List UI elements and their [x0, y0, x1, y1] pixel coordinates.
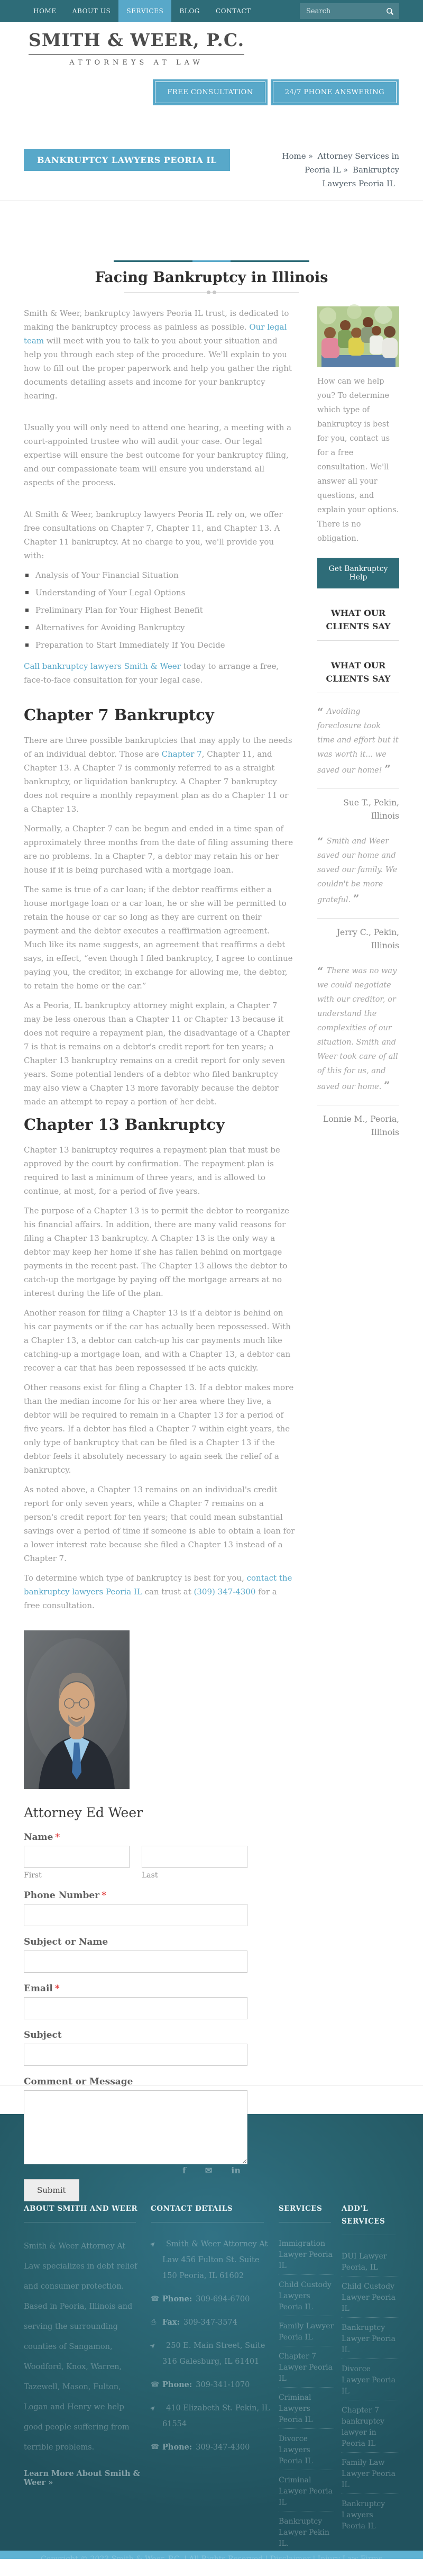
article-body: [24, 306, 295, 2201]
article-heading: Facing Bankruptcy in Illinois: [95, 269, 328, 286]
close-quote-icon: ”: [384, 763, 391, 775]
phone-answering-button[interactable]: 24/7 PHONE ANSWERING: [273, 81, 397, 103]
comment-field-group: [24, 2076, 295, 2166]
text-segment: As noted above, a Chapter 13 remains on an individual's credit report for only seven years, while a Chapter 7 remains on a person's credit report for ten years; that could mean substantial savings over a period of time if someone is able to obtain a loan for a lower interest rate because she filed a Chapter 13 instead of a Chapter 7.: [24, 1485, 295, 1563]
testimonial-author: Jerry C., Pekin, Illinois: [336, 928, 399, 950]
location-icon: ➤: [148, 2341, 158, 2351]
divider: [279, 2222, 331, 2223]
service-link[interactable]: Criminal Lawyer Peoria IL: [279, 2473, 334, 2511]
chapter7-paragraphs: [24, 733, 295, 1109]
body-paragraph: [24, 1204, 295, 1300]
close-quote-icon: ”: [383, 1079, 390, 1092]
text-segment: There are three possible bankruptcies that may apply to the needs of an individual debtor. Those are: [24, 736, 292, 759]
search-input[interactable]: [305, 7, 386, 16]
text-segment: The same is true of a car loan; if the debtor reaffirms either a house mortgage loan or a car loan, he or she will be permitted to retain the house or car so long as they are current on their payment and the debtor executes a reaffirmation agreement. Much like its name suggests, an agreement that reaffirms a debt says, in effect, “even though I filed bankruptcy, I agree to continue paying you, the creditor, in exchange for allowing me, the debtor, to retain the home or the car.”: [24, 885, 293, 991]
testimonial: [317, 835, 399, 953]
nav-item-blog[interactable]: BLOG: [179, 7, 200, 15]
breadcrumb-separator: »: [308, 151, 313, 161]
chapter13-heading: Chapter 13 Bankruptcy: [24, 1115, 225, 1133]
testimonial-author: Lonnie M., Peoria, Illinois: [323, 1114, 399, 1137]
subject-label: Subject: [24, 2030, 62, 2040]
service-link[interactable]: Child Custody Lawyer Peoria IL: [342, 2279, 399, 2318]
text-segment: Another reason for filing a Chapter 13 is if a debtor is behind on his car payments or if the car has actually been repossessed. With a Chapter 13, a debtor can catch-up his car payments much like catching-up a mortgage loan, and with a Chapter 13, a debtor can recover a car that has been repossessed if he acts quickly.: [24, 1308, 291, 1373]
contact-entry-text: Phone: 309-694-6700: [162, 2294, 250, 2303]
breadcrumb: [273, 149, 399, 191]
contact-entry-text: Phone: 309-347-4300: [162, 2443, 250, 2452]
testimonial-quote: [317, 705, 399, 778]
dots-divider: [124, 292, 299, 293]
location-icon: ➤: [148, 2239, 158, 2250]
contact-entry: [151, 2315, 271, 2330]
service-link[interactable]: Family Law Lawyer Peoria IL: [342, 2455, 399, 2494]
text-segment: today to arrange a free, face-to-face consultation for your legal case.: [24, 661, 279, 685]
email-label: Email *: [24, 1983, 60, 1994]
site-header: [0, 0, 423, 201]
divider: [317, 640, 399, 641]
nav-item-services[interactable]: SERVICES: [118, 0, 171, 22]
body-paragraph: [24, 1483, 295, 1565]
main-content: [0, 201, 423, 2195]
dot-icon: [213, 291, 216, 294]
inline-link[interactable]: (309) 347-4300: [194, 1587, 256, 1597]
text-segment: To determine which type of bankruptcy is best for you,: [24, 1573, 247, 1583]
inline-link[interactable]: Chapter 7: [161, 749, 202, 759]
name-label: Name *: [24, 1832, 60, 1843]
attorney-photo: [24, 1630, 130, 1789]
nav-item-contact[interactable]: CONTACT: [215, 7, 251, 15]
footer-logo: S&W: [178, 2125, 245, 2152]
comment-label: Comment or Message: [24, 2076, 133, 2087]
first-name-sublabel: First: [24, 1871, 42, 1880]
required-asterisk: *: [102, 1890, 107, 1901]
header-buttons: [148, 81, 397, 103]
subject-or-name-label: Subject or Name: [24, 1937, 108, 1947]
sidebar: [317, 306, 399, 2201]
testimonial-text: There was no way we could negotiate with our creditor, or understand the complexities of our situation. Smith and Weer took care of all of this for us, and saved our home.: [317, 967, 398, 1091]
footer-about-text: Smith & Weer Attorney At Law specializes in debt relief and consumer protection. Based in Peoria, Illinois and serving the surrounding counties of Sangamon, Woodford, Knox, Warren, Tazewell, Mason, Fulton, Logan and Henry we help good people suffering from terrible problems.: [24, 2242, 137, 2452]
open-quote-icon: “: [317, 705, 324, 718]
contact-entry-text: Fax: 309-347-3574: [162, 2318, 237, 2327]
open-quote-icon: “: [317, 965, 324, 977]
main-nav: [25, 0, 259, 22]
testimonial: [317, 705, 399, 823]
divider: [24, 2222, 136, 2223]
checklist-item: Preparation to Start Immediately If You Decide: [24, 638, 295, 652]
footer-about-column: [24, 2202, 143, 2555]
contact-entry: [151, 2439, 271, 2455]
phone-icon: ☎: [151, 2295, 160, 2303]
name-field-group: [24, 1832, 295, 1880]
chapter13-paragraphs: [24, 1143, 295, 1565]
breadcrumb-item[interactable]: Home: [282, 151, 306, 161]
contact-entry: [151, 2377, 271, 2393]
phone-icon: ☎: [151, 2381, 160, 2389]
phone-input[interactable]: [24, 1904, 247, 1926]
attorney-name: Attorney Ed Weer: [24, 1805, 143, 1820]
footer-addl-services-column: [342, 2202, 399, 2555]
body-paragraph: [24, 822, 295, 877]
service-link[interactable]: Child Custody Lawyers Peoria IL: [279, 2278, 334, 2316]
text-segment: for a free consultation.: [24, 1587, 277, 1610]
open-quote-icon: “: [317, 835, 324, 848]
firm-name: SMITH & WEER, P.C.: [29, 30, 244, 55]
testimonials-list: [317, 705, 399, 1139]
linkedin-icon[interactable]: in: [231, 2165, 241, 2175]
breadcrumb-item[interactable]: Bankruptcy Lawyers Peoria IL: [322, 165, 399, 188]
contact-entry-text: Smith & Weer Attorney At Law 456 Fulton St. Suite 150 Peoria, IL 61602: [162, 2240, 268, 2280]
service-link[interactable]: Chapter 7 bankruptcy lawyer in Peoria IL: [342, 2403, 399, 2453]
clients-say-heading: WHAT OUR CLIENTS SAY: [326, 660, 391, 684]
checklist-item: Understanding of Your Legal Options: [24, 586, 295, 600]
intro-paragraph: [24, 421, 295, 489]
body-paragraph: [24, 883, 295, 993]
testimonial-quote: [317, 835, 399, 908]
clients-say-heading: WHAT OUR CLIENTS SAY: [326, 608, 391, 631]
text-segment: Other reasons exist for filing a Chapter 13. If a debtor makes more than the median income for his or her area where they live, a debtor will be required to remain in a Chapter 13 for a period of five years. If a debtor has filed a Chapter 7 within eight years, the only type of bankruptcy that can be filed is a Chapter 13 if the debtor feels it absolutely necessary to again seek the relief of a bankruptcy.: [24, 1383, 294, 1475]
footer-addl-services-heading: ADD'L SERVICES: [342, 2205, 385, 2226]
testimonial-quote: [317, 964, 399, 1094]
intro-paragraph: [24, 507, 295, 563]
contact-entry-text: 250 E. Main Street, Suite 316 Galesburg, IL 61401: [162, 2342, 265, 2366]
phone-field-group: [24, 1890, 295, 1926]
intro-paragraph: [24, 306, 295, 403]
consultation-checklist: [24, 568, 295, 652]
body-paragraph: [24, 1143, 295, 1198]
email-input[interactable]: [24, 1997, 247, 2019]
divider: [151, 2222, 264, 2223]
services-list: [279, 2236, 334, 2552]
footer-services-heading: SERVICES: [279, 2205, 323, 2213]
service-link[interactable]: DUI Lawyer Peoria, IL: [342, 2249, 399, 2276]
text-segment: The purpose of a Chapter 13 is to permit the debtor to reorganize his financial affairs. In addition, there are many valid reasons for filing a Chapter 13 bankruptcy. A Chapter 13 is the only way a debtor may keep her home if she has fallen behind on mortgage payments in the recent past. The Chapter 13 allows the debtor to catch-up the mortgage by paying off the mortgage arrears at no interest during the life of the plan.: [24, 1206, 289, 1298]
subject-or-name-field-group: [24, 1937, 295, 1973]
service-link[interactable]: Chapter 7 Lawyer Peoria IL: [279, 2349, 334, 2388]
phone-label: Phone Number *: [24, 1890, 107, 1901]
text-segment: Chapter 13 bankruptcy requires a repayment plan that must be approved by the court by confirmation. The repayment plan is required to last a minimum of three years, and is allowed to continue, at most, for a period of five years.: [24, 1145, 280, 1196]
firm-logo[interactable]: [29, 30, 244, 67]
nav-item-about-us[interactable]: ABOUT US: [72, 7, 111, 15]
required-asterisk: *: [54, 1983, 60, 1994]
close-quote-icon: ”: [353, 892, 360, 905]
checklist-item: Alternatives for Avoiding Bankruptcy: [24, 621, 295, 634]
subject-field-group: [24, 2030, 295, 2066]
contact-entry-text: 410 Elizabeth St. Pekin, IL 61554: [162, 2404, 270, 2428]
fax-icon: ⎙: [151, 2318, 157, 2326]
breadcrumb-separator: »: [343, 165, 348, 175]
body-paragraph: [24, 1306, 295, 1375]
search-box[interactable]: [300, 3, 399, 19]
sidebar-help-text: How can we help you? To determine which type of bankruptcy is best for you, contact us for a free consultation. We'll answer all your questions, and explain your options. There is no obligation.: [317, 377, 399, 543]
service-link[interactable]: Bankruptcy Lawyer Peoria IL: [342, 2320, 399, 2359]
checklist-item: Analysis of Your Financial Situation: [24, 568, 295, 582]
family-photo: [317, 306, 399, 367]
service-link[interactable]: Criminal Lawyers Peoria IL: [279, 2390, 334, 2429]
subject-or-name-input[interactable]: [24, 1951, 247, 1973]
social-links: [24, 2165, 399, 2175]
text-segment: , Chapter 11, and Chapter 13. A Chapter 7 is commonly referred to as a straight bankruptcy, or liquidation bankruptcy. A Chapter 7 bankruptcy does not require a monthly repayment plan as do a Chapter 11 or a Chapter 13.: [24, 749, 289, 814]
text-segment: Usually you will only need to attend one hearing, a meeting with a court-appointed trustee who will audit your case. Our legal expertise will ensure the best outcome for your bankruptcy filing, and our compassionate team will ensure you understand all aspects of the process.: [24, 423, 292, 487]
service-link[interactable]: Bankruptcy Lawyers Peoria IL: [342, 2500, 385, 2530]
testimonial-text: Smith and Weer saved our home and saved our family. We couldn't be more grateful.: [317, 837, 398, 904]
checklist-item: Preliminary Plan for Your Highest Benefit: [24, 603, 295, 617]
footer-about-heading: ABOUT SMITH AND WEER: [24, 2205, 138, 2213]
text-segment: Normally, a Chapter 7 can be begun and ended in a time span of approximately three months from the date of filing assuming there are no problems. In a Chapter 7, a debtor may retain his or her house if it is being purchased with a mortgage loan.: [24, 824, 293, 875]
text-segment: will meet with you to talk to you about your situation and help you through each step of the procedure. We'll explain to you how to fill out the proper paperwork and help you gather the right documents detailing assets and income for your bankruptcy hearing.: [24, 336, 292, 401]
contact-entries: [148, 2236, 271, 2455]
submit-button[interactable]: Submit: [24, 2179, 79, 2201]
divider: [317, 788, 399, 789]
required-asterisk: *: [55, 1832, 60, 1843]
contact-entry: [148, 2338, 271, 2370]
facebook-icon[interactable]: f: [182, 2165, 186, 2175]
text-segment: Smith & Weer, bankruptcy lawyers Peoria IL trust, is dedicated to making the bankruptcy process as painless as possible.: [24, 309, 289, 332]
page-title: BANKRUPTCY LAWYERS PEORIA IL: [24, 149, 230, 171]
page-title-strip: [24, 149, 399, 191]
divider: [317, 918, 399, 919]
closing-paragraph: [24, 1571, 295, 1612]
text-segment: can trust at: [142, 1587, 194, 1597]
contact-entry: [151, 2291, 271, 2307]
body-paragraph: [24, 999, 295, 1109]
copyright-text: Copyright © 2023 Smith & Weer, P.C. | All Rights Reserved | Disclaimer | Injury Law Firms: [40, 2555, 383, 2563]
contact-entry-text: Phone: 309-341-1070: [162, 2380, 250, 2389]
footer-contact-column: [148, 2202, 271, 2555]
learn-more-link[interactable]: Learn More About Smith & Weer »: [24, 2469, 140, 2487]
last-name-sublabel: Last: [142, 1871, 158, 1880]
inline-link[interactable]: contact the bankruptcy lawyers Peoria IL: [24, 1573, 292, 1597]
service-link[interactable]: Divorce Lawyer Peoria IL: [342, 2362, 399, 2400]
get-bankruptcy-help-button[interactable]: Get Bankruptcy Help: [317, 558, 399, 588]
body-paragraph: [24, 1381, 295, 1477]
chapter7-heading: Chapter 7 Bankruptcy: [24, 706, 214, 724]
inline-link[interactable]: Call bankruptcy lawyers Smith & Weer: [24, 661, 181, 671]
service-link[interactable]: Immigration Lawyer Peoria IL: [279, 2236, 334, 2275]
location-icon: ➤: [148, 2403, 158, 2414]
last-name-input[interactable]: [142, 1846, 247, 1868]
first-name-input[interactable]: [24, 1846, 130, 1868]
service-link[interactable]: Divorce Lawyers Peoria IL: [279, 2432, 334, 2470]
subject-input[interactable]: [24, 2044, 247, 2066]
cta-paragraph: [24, 659, 295, 687]
dot-icon: [207, 291, 210, 294]
email-field-group: [24, 1983, 295, 2019]
text-segment: At Smith & Weer, bankruptcy lawyers Peoria IL rely on, we offer free consultations on Chapter 7, Chapter 11, and Chapter 13. A Chapter 11 bankruptcy. At no charge to you, we'll provide you with:: [24, 510, 283, 560]
free-consultation-button[interactable]: FREE CONSULTATION: [155, 81, 265, 103]
nav-item-home[interactable]: HOME: [33, 7, 57, 15]
section-divider: [114, 260, 309, 262]
phone-icon: ☎: [151, 2443, 160, 2451]
contact-entry: [148, 2236, 271, 2284]
firm-tagline: ATTORNEYS AT LAW: [69, 59, 204, 67]
testimonial: [317, 964, 399, 1139]
breadcrumb-item[interactable]: Attorney Services in Peoria IL: [305, 151, 399, 175]
accent-bar: [192, 260, 231, 262]
footer-services-column: [279, 2202, 334, 2555]
body-paragraph: [24, 733, 295, 816]
inline-link[interactable]: Our legal team: [24, 322, 287, 346]
contact-entry: [148, 2400, 271, 2432]
top-nav-bar: [0, 0, 423, 22]
text-segment: As a Peoria, IL bankruptcy attorney might explain, a Chapter 7 may be less onerous than a Chapter 11 or Chapter 13 because it does not require a repayment plan, the disadvantage of a Chapter 7 is that is remains on a debtor's credit report for ten years; a Chapter 13 bankruptcy remains on a credit report for only seven years. Some potential lenders of a debtor who filed bankruptcy may also view a Chapter 13 more favorably because the debtor made an attempt to repay a portion of her debt.: [24, 1001, 290, 1106]
testimonial-text: Avoiding foreclosure took time and effort but it was worth it... we saved our home!: [317, 708, 399, 775]
email-icon[interactable]: ✉: [205, 2165, 213, 2175]
footer-contact-heading: CONTACT DETAILS: [151, 2205, 233, 2213]
testimonial-author: Sue T., Pekin, Illinois: [343, 798, 399, 821]
service-link[interactable]: Family Lawyer Peoria IL: [279, 2319, 334, 2346]
service-link[interactable]: Bankruptcy Lawyer Pekin IL.: [279, 2517, 330, 2548]
addl-services-list: [342, 2249, 399, 2535]
search-icon[interactable]: [386, 7, 394, 15]
